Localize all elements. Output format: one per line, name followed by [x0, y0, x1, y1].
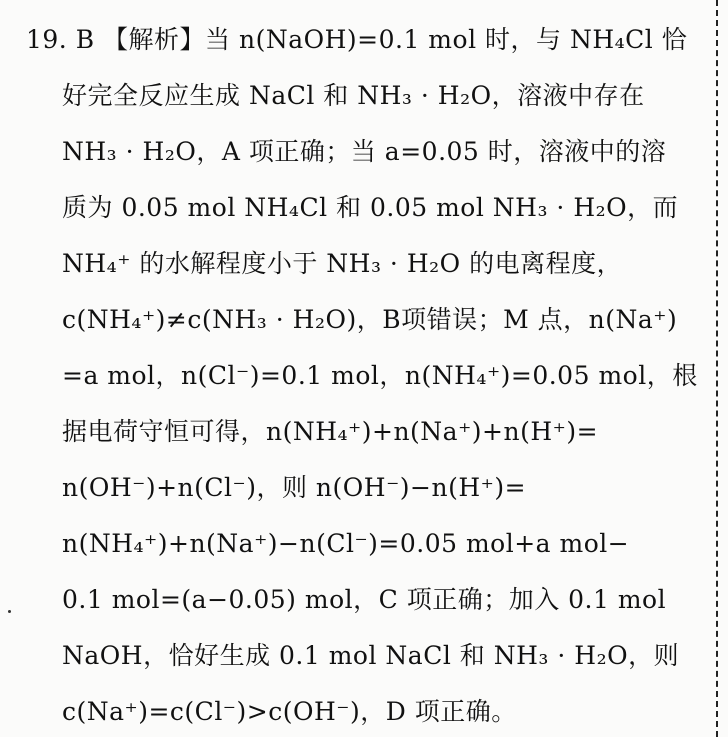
- text-line-11: 0.1 mol=(a−0.05) mol，C 项正确；加入 0.1 mol: [62, 585, 667, 614]
- text-line-7: =a mol，n(Cl⁻)=0.1 mol，n(NH₄⁺)=0.05 mol，根: [62, 361, 698, 390]
- text-line-6: c(NH₄⁺)≠c(NH₃ · H₂O)，B项错误；M 点，n(Na⁺): [62, 305, 678, 334]
- answer-explanation: [26, 12, 706, 740]
- stray-dot: [8, 610, 11, 613]
- text-line-1: 19. B 【解析】当 n(NaOH)=0.1 mol 时，与 NH₄Cl 恰: [26, 25, 688, 54]
- text-line-5: NH₄⁺ 的水解程度小于 NH₃ · H₂O 的电离程度，: [62, 249, 623, 278]
- text-line-9: n(OH⁻)+n(Cl⁻)，则 n(OH⁻)−n(H⁺)=: [62, 473, 527, 502]
- text-line-2: 好完全反应生成 NaCl 和 NH₃ · H₂O，溶液中存在: [62, 81, 645, 110]
- text-line-3: NH₃ · H₂O，A 项正确；当 a=0.05 时，溶液中的溶: [62, 137, 667, 166]
- text-line-13: c(Na⁺)=c(Cl⁻)>c(OH⁻)，D 项正确。: [62, 697, 517, 726]
- text-line-4: 质为 0.05 mol NH₄Cl 和 0.05 mol NH₃ · H₂O，而: [62, 193, 679, 222]
- text-line-8: 据电荷守恒可得，n(NH₄⁺)+n(Na⁺)+n(H⁺)=: [62, 417, 599, 446]
- dashed-border: [716, 0, 718, 737]
- text-line-10: n(NH₄⁺)+n(Na⁺)−n(Cl⁻)=0.05 mol+a mol−: [62, 529, 630, 558]
- text-line-12: NaOH，恰好生成 0.1 mol NaCl 和 NH₃ · H₂O，则: [62, 641, 680, 670]
